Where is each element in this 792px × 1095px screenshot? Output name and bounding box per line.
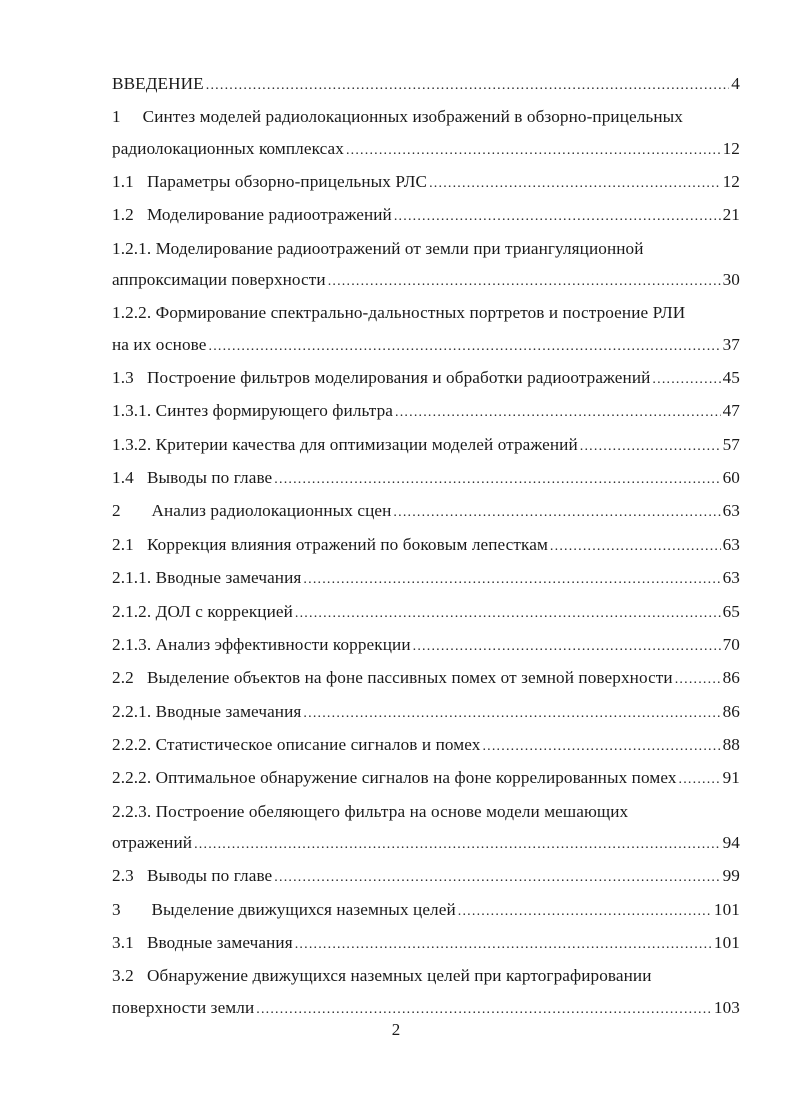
toc-entry-title-line1: 3.2 Обнаружение движущихся наземных целей при картографировании	[112, 966, 652, 986]
toc-entry-page: 21	[722, 205, 740, 225]
toc-entry-title: 1.2 Моделирование радиоотражений	[112, 205, 392, 225]
dot-leader	[675, 664, 721, 695]
toc-entry-2-1[interactable]	[112, 529, 740, 562]
table-of-contents	[112, 68, 740, 1025]
toc-entry-title: 2.1.1. Вводные замечания	[112, 568, 302, 588]
dot-leader	[394, 201, 721, 232]
dot-leader	[580, 431, 721, 462]
toc-entry-2-1-1[interactable]	[112, 562, 740, 595]
toc-entry-title-line1: 1.2.2. Формирование спектрально-дальностных портретов и построение РЛИ	[112, 303, 686, 323]
toc-entry-title: 2.3 Выводы по главе	[112, 866, 273, 886]
toc-entry-page: 88	[722, 734, 740, 754]
toc-entry-1-2[interactable]	[112, 199, 740, 232]
toc-entry-title: 2.1.3. Анализ эффективности коррекции	[112, 634, 411, 654]
toc-entry-page: 30	[722, 270, 740, 290]
toc-entry-title: 2.1 Коррекция влияния отражений по боковым лепесткам	[112, 534, 548, 554]
toc-entry-title: 2.2.1. Вводные замечания	[112, 701, 302, 721]
toc-entry-title: 2.2.2. Статистическое описание сигналов и помех	[112, 734, 481, 754]
toc-entry-1-3-2[interactable]	[112, 429, 740, 462]
toc-entry-chapter-3[interactable]	[112, 894, 740, 927]
toc-entry-1-4[interactable]	[112, 462, 740, 495]
dot-leader	[652, 364, 720, 395]
toc-entry-1-2-2[interactable]	[112, 297, 740, 362]
dot-leader	[194, 829, 721, 860]
toc-entry-page: 47	[722, 401, 740, 421]
toc-entry-title: радиолокационных комплексах	[112, 138, 344, 158]
dot-leader	[429, 168, 721, 199]
toc-entry-page: 60	[722, 468, 740, 488]
toc-entry-page: 63	[722, 568, 740, 588]
toc-entry-2-3[interactable]	[112, 860, 740, 893]
toc-entry-title: аппроксимации поверхности	[112, 270, 326, 290]
dot-leader	[209, 331, 721, 362]
toc-entry-title: на их основе	[112, 334, 207, 354]
dot-leader	[303, 564, 720, 595]
toc-entry-page: 63	[722, 534, 740, 554]
toc-entry-title-line1: 1 Синтез моделей радиолокационных изображений в обзорно-прицельных	[112, 107, 683, 127]
toc-entry-page: 63	[722, 501, 740, 521]
toc-entry-1-3[interactable]	[112, 362, 740, 395]
toc-entry-2-2-2[interactable]	[112, 729, 740, 762]
dot-leader	[346, 135, 721, 166]
toc-entry-page: 12	[722, 172, 740, 192]
toc-entry-3-1[interactable]	[112, 927, 740, 960]
toc-entry-3-2[interactable]	[112, 960, 740, 1025]
dot-leader	[295, 598, 721, 629]
toc-entry-introduction[interactable]	[112, 68, 740, 101]
toc-entry-2-2[interactable]	[112, 662, 740, 695]
toc-entry-page: 45	[722, 368, 740, 388]
dot-leader	[458, 896, 712, 927]
toc-entry-2-2-1[interactable]	[112, 696, 740, 729]
toc-entry-chapter-2[interactable]	[112, 495, 740, 528]
toc-entry-title: 3.1 Вводные замечания	[112, 932, 293, 952]
toc-entry-title: 2 Анализ радиолокационных сцен	[112, 501, 392, 521]
toc-entry-2-2-3[interactable]	[112, 796, 740, 861]
toc-entry-1-1[interactable]	[112, 166, 740, 199]
toc-entry-page: 86	[722, 701, 740, 721]
dot-leader	[295, 929, 712, 960]
dot-leader	[395, 397, 721, 428]
toc-entry-page: 94	[722, 832, 740, 852]
toc-entry-title: 3 Выделение движущихся наземных целей	[112, 899, 456, 919]
toc-entry-page: 37	[722, 334, 740, 354]
dot-leader	[679, 764, 721, 795]
toc-entry-page: 12	[722, 138, 740, 158]
dot-leader	[303, 698, 720, 729]
toc-entry-title: 1.3 Построение фильтров моделирования и обработки радиоотражений	[112, 368, 651, 388]
toc-entry-2-2-2b[interactable]	[112, 762, 740, 795]
toc-entry-page: 4	[731, 74, 740, 93]
toc-entry-page: 99	[722, 866, 740, 886]
toc-entry-2-1-3[interactable]	[112, 629, 740, 662]
toc-entry-title-line1: 1.2.1. Моделирование радиоотражений от земли при триангуляционной	[112, 238, 644, 258]
toc-entry-title: поверхности земли	[112, 997, 255, 1017]
dot-leader	[393, 497, 720, 528]
dot-leader	[206, 70, 730, 101]
toc-entry-title: 2.2.2. Оптимальное обнаружение сигналов на фоне коррелированных помех	[112, 768, 677, 788]
toc-entry-page: 57	[722, 434, 740, 454]
toc-entry-page: 65	[722, 601, 740, 621]
toc-entry-page: 101	[713, 932, 740, 952]
toc-entry-title: 1.3.2. Критерии качества для оптимизации моделей отражений	[112, 434, 578, 454]
toc-entry-page: 91	[722, 768, 740, 788]
toc-entry-2-1-2[interactable]	[112, 596, 740, 629]
dot-leader	[482, 731, 720, 762]
toc-entry-title: отражений	[112, 832, 193, 852]
toc-entry-title: 2.1.2. ДОЛ с коррекцией	[112, 601, 293, 621]
toc-entry-page: 70	[722, 634, 740, 654]
dot-leader	[274, 464, 720, 495]
page-number: 2	[391, 1020, 401, 1039]
dot-leader	[550, 531, 721, 562]
toc-entry-page: 101	[713, 899, 740, 919]
toc-entry-title: ВВЕДЕНИЕ	[112, 74, 204, 93]
toc-entry-1-3-1[interactable]	[112, 395, 740, 428]
dot-leader	[328, 266, 721, 297]
toc-entry-chapter-1[interactable]	[112, 101, 740, 166]
toc-entry-title-line1: 2.2.3. Построение обеляющего фильтра на основе модели мешающих	[112, 801, 629, 821]
toc-entry-title: 1.4 Выводы по главе	[112, 468, 273, 488]
dot-leader	[413, 631, 721, 662]
dot-leader	[274, 862, 720, 893]
toc-entry-title: 2.2 Выделение объектов на фоне пассивных помех от земной поверхности	[112, 668, 673, 688]
toc-entry-title: 1.3.1. Синтез формирующего фильтра	[112, 401, 394, 421]
toc-entry-page: 86	[722, 668, 740, 688]
toc-entry-title: 1.1 Параметры обзорно-прицельных РЛС	[112, 172, 428, 192]
toc-entry-page: 103	[713, 997, 740, 1017]
toc-entry-1-2-1[interactable]	[112, 233, 740, 298]
